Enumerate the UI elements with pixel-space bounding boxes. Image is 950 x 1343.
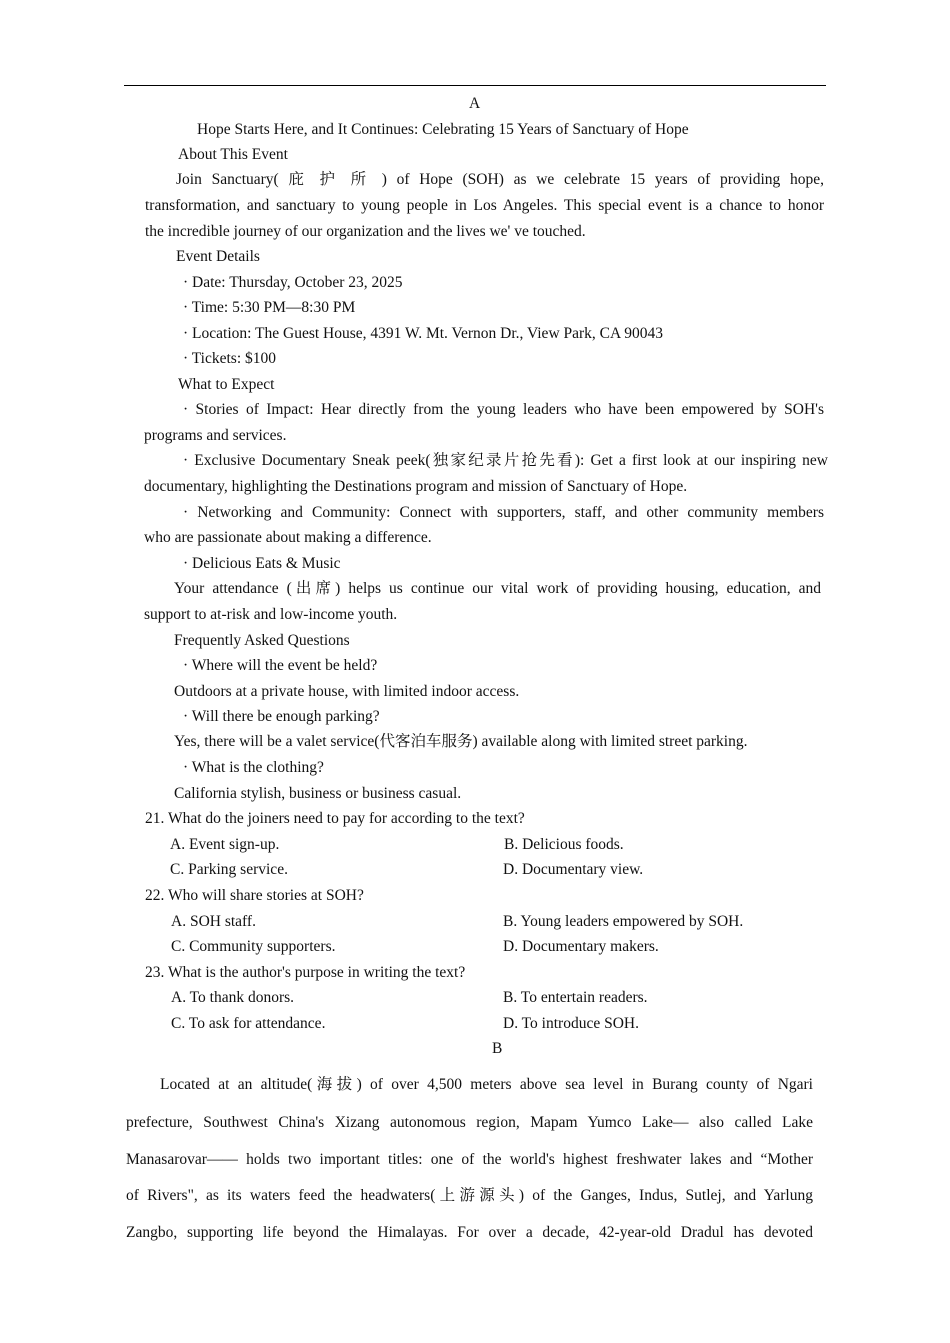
faq-heading: Frequently Asked Questions	[174, 632, 350, 649]
expect-line-4: documentary, highlighting the Destinations program and mission of Sanctuary of Hope.	[144, 478, 688, 495]
expect-line-6: who are passionate about making a difference.	[144, 529, 432, 546]
faq-q3: · What is the clothing?	[183, 759, 324, 776]
passage-b-line-4: of Rivers", as its waters feed the headwaters(上游源头) of the Ganges, Indus, Sutlej, and Yarlung	[126, 1187, 813, 1204]
faq-a3: California stylish, business or business casual.	[174, 785, 462, 802]
detail-tickets: · Tickets: $100	[183, 350, 277, 367]
question-22-option-d: D. Documentary makers.	[503, 938, 659, 955]
question-23-option-c: C. To ask for attendance.	[171, 1015, 326, 1032]
detail-date: · Date: Thursday, October 23, 2025	[183, 274, 403, 291]
header-rule	[124, 85, 826, 86]
expect-line-7: · Delicious Eats & Music	[183, 555, 341, 572]
question-23-option-b: B. To entertain readers.	[503, 989, 648, 1006]
question-23-stem: 23. What is the author's purpose in writing the text?	[145, 964, 466, 981]
question-22-option-b: B. Young leaders empowered by SOH.	[503, 913, 744, 930]
about-heading: About This Event	[178, 146, 288, 163]
question-22-option-c: C. Community supporters.	[171, 938, 336, 955]
expect-line-1: · Stories of Impact: Hear directly from the young leaders who have been empowered by SOH's	[183, 401, 824, 418]
expect-heading: What to Expect	[178, 376, 275, 393]
question-21-option-c: C. Parking service.	[170, 861, 288, 878]
attendance-line-1: Your attendance (出席) helps us continue our vital work of providing housing, education, and	[174, 580, 821, 597]
question-23-option-d: D. To introduce SOH.	[503, 1015, 639, 1032]
section-a-label: A	[469, 95, 481, 112]
question-23-option-a: A. To thank donors.	[171, 989, 295, 1006]
question-21-stem: 21. What do the joiners need to pay for according to the text?	[145, 810, 525, 827]
passage-b-line-5: Zangbo, supporting life beyond the Himalayas. For over a decade, 42-year-old Dradul has devoted	[126, 1224, 813, 1241]
detail-location: · Location: The Guest House, 4391 W. Mt. Vernon Dr., View Park, CA 90043	[183, 325, 663, 342]
expect-line-5: · Networking and Community: Connect with supporters, staff, and other community members	[183, 504, 824, 521]
event-title: Hope Starts Here, and It Continues: Celebrating 15 Years of Sanctuary of Hope	[197, 121, 689, 138]
question-22-option-a: A. SOH staff.	[171, 913, 256, 930]
faq-a1: Outdoors at a private house, with limited indoor access.	[174, 683, 520, 700]
detail-time: · Time: 5:30 PM—8:30 PM	[183, 299, 356, 316]
expect-line-2: programs and services.	[144, 427, 287, 444]
passage-b-line-1: Located at an altitude(海拔) of over 4,500 meters above sea level in Burang county of Ngari	[160, 1076, 813, 1093]
faq-q2: · Will there be enough parking?	[183, 708, 380, 725]
intro-line-1: Join Sanctuary( 庇 护 所 ) of Hope (SOH) as we celebrate 15 years of providing hope,	[176, 171, 824, 188]
question-21-option-d: D. Documentary view.	[503, 861, 644, 878]
expect-line-3: · Exclusive Documentary Sneak peek(独家纪录片抢先看): Get a first look at our inspiring new	[183, 452, 828, 469]
question-21-option-b: B. Delicious foods.	[504, 836, 624, 853]
question-22-stem: 22. Who will share stories at SOH?	[145, 887, 364, 904]
section-b-label: B	[492, 1040, 503, 1057]
passage-b-line-2: prefecture, Southwest China's Xizang autonomous region, Mapam Yumco Lake— also called Lake	[126, 1114, 813, 1131]
details-heading: Event Details	[176, 248, 260, 265]
attendance-line-2: support to at-risk and low-income youth.	[144, 606, 398, 623]
intro-line-3: the incredible journey of our organization and the lives we' ve touched.	[145, 223, 586, 240]
faq-a2: Yes, there will be a valet service(代客泊车服务) available along with limited street parking.	[174, 733, 748, 750]
faq-q1: · Where will the event be held?	[183, 657, 378, 674]
question-21-option-a: A. Event sign-up.	[170, 836, 280, 853]
passage-b-line-3: Manasarovar—— holds two important titles: one of the world's highest freshwater lakes and “Mother	[126, 1151, 813, 1168]
intro-line-2: transformation, and sanctuary to young people in Los Angeles. This special event is a chance to honor	[145, 197, 824, 214]
